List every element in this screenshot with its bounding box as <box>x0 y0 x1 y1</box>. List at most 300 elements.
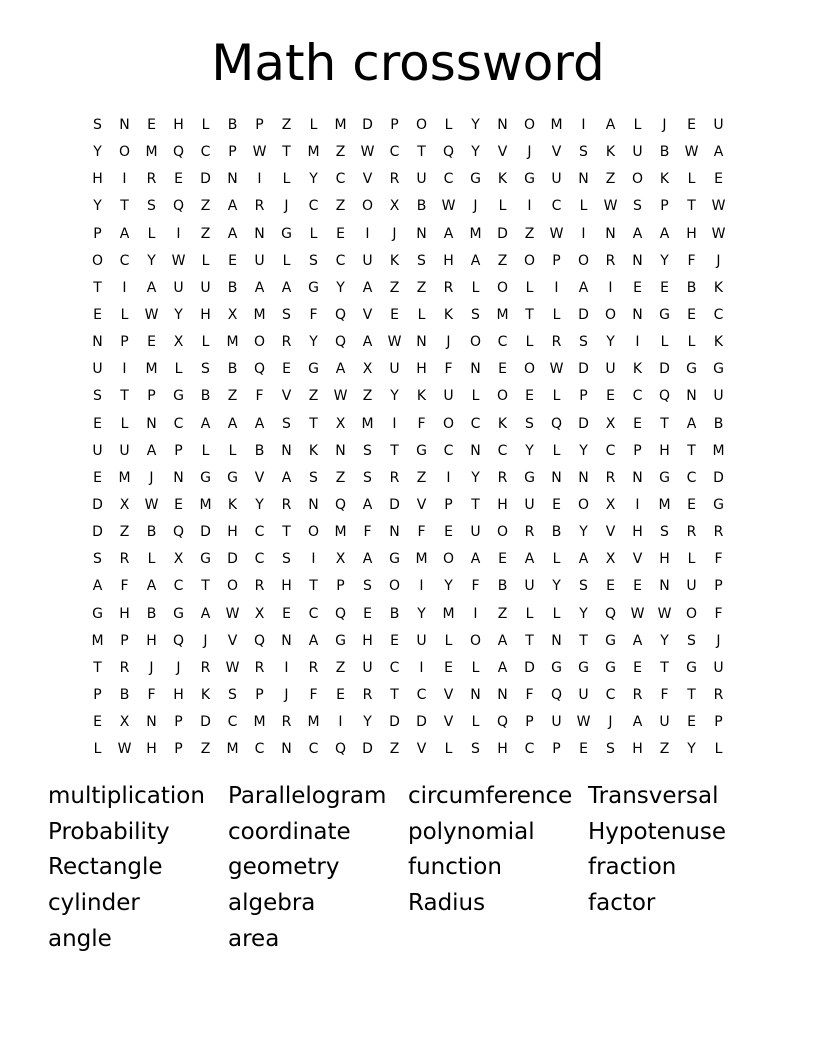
grid-letter: Y <box>309 171 318 188</box>
grid-letter: W <box>630 605 645 622</box>
grid-letter: L <box>552 442 561 459</box>
grid-letter: T <box>282 144 291 161</box>
grid-letter: Z <box>200 225 211 242</box>
grid-letter: Q <box>253 632 266 649</box>
grid-letter: I <box>473 605 478 622</box>
grid-letter: V <box>416 496 427 513</box>
grid-letter: G <box>173 388 184 405</box>
grid-letter: M <box>226 741 239 758</box>
grid-letter: U <box>551 714 562 731</box>
grid-letter: N <box>497 117 508 133</box>
grid-letter: F <box>714 605 723 622</box>
grid-letter: U <box>254 252 265 269</box>
grid-letter: C <box>173 578 184 595</box>
grid-row <box>84 357 732 384</box>
grid-letter: X <box>227 306 238 323</box>
grid-letter: B <box>551 524 562 541</box>
grid-letter: D <box>713 469 724 486</box>
grid-row <box>84 629 732 656</box>
grid-letter: U <box>92 361 103 378</box>
grid-row <box>84 330 732 357</box>
grid-letter: N <box>551 469 562 486</box>
grid-letter: R <box>308 659 319 676</box>
grid-letter: J <box>284 198 289 215</box>
grid-letter: W <box>387 334 402 351</box>
grid-letter: Q <box>172 144 185 161</box>
grid-letter: W <box>684 144 699 161</box>
grid-letter: G <box>605 659 616 676</box>
grid-letter: U <box>524 496 535 513</box>
grid-letter: Z <box>335 144 346 161</box>
grid-letter: W <box>549 225 564 242</box>
grid-letter: A <box>524 551 535 568</box>
grid-letter: F <box>660 686 669 703</box>
grid-letter: L <box>309 117 318 133</box>
grid-letter: O <box>496 524 509 541</box>
grid-letter: Y <box>579 442 588 459</box>
grid-letter: L <box>201 117 210 133</box>
grid-letter: K <box>605 144 616 161</box>
grid-letter: W <box>360 144 375 161</box>
grid-letter: Z <box>200 741 211 758</box>
grid-letter: A <box>470 551 481 568</box>
grid-letter: L <box>201 442 210 459</box>
grid-letter: W <box>171 252 186 269</box>
grid-letter: G <box>524 469 535 486</box>
grid-letter: T <box>417 144 426 161</box>
grid-letter: Y <box>579 605 588 622</box>
grid-letter: E <box>174 171 183 188</box>
grid-letter: E <box>633 279 642 296</box>
grid-letter: U <box>524 578 535 595</box>
grid-letter: T <box>579 632 588 649</box>
grid-letter: I <box>635 334 640 351</box>
grid-letter: L <box>633 117 642 133</box>
grid-letter: P <box>714 714 723 731</box>
grid-letter: M <box>226 334 239 351</box>
grid-letter: H <box>443 252 454 269</box>
grid-letter: T <box>201 578 210 595</box>
grid-letter: A <box>362 496 373 513</box>
grid-letter: A <box>200 415 211 432</box>
grid-row <box>84 656 732 683</box>
grid-letter: O <box>415 117 428 133</box>
grid-letter: U <box>713 117 724 133</box>
grid-letter: L <box>525 334 534 351</box>
grid-letter: I <box>122 171 127 188</box>
grid-letter: A <box>227 225 238 242</box>
word-bank-item: multiplication <box>48 783 205 809</box>
grid-letter: N <box>470 361 481 378</box>
grid-letter: G <box>335 632 346 649</box>
grid-letter: T <box>525 306 534 323</box>
grid-letter: V <box>254 469 265 486</box>
grid-row <box>84 276 732 303</box>
word-bank-item: angle <box>48 925 112 952</box>
grid-letter: E <box>282 361 291 378</box>
grid-letter: R <box>443 279 454 296</box>
grid-letter: Q <box>172 632 185 649</box>
grid-letter: O <box>307 524 320 541</box>
grid-row <box>84 439 732 466</box>
grid-letter: T <box>390 686 399 703</box>
word-bank-item: Radius <box>408 890 486 917</box>
grid-letter: G <box>713 361 724 378</box>
grid-letter: Y <box>147 252 156 269</box>
grid-letter: A <box>362 279 373 296</box>
grid-letter: F <box>417 415 426 432</box>
grid-letter: L <box>228 442 237 459</box>
grid-letter: T <box>93 659 102 676</box>
grid-letter: A <box>578 279 589 296</box>
page-title: Math crossword <box>211 34 605 92</box>
grid-letter: N <box>119 117 130 133</box>
grid-letter: Q <box>172 198 185 215</box>
grid-letter: N <box>335 442 346 459</box>
grid-letter: C <box>470 415 481 432</box>
grid-letter: J <box>284 686 289 703</box>
grid-letter: V <box>281 388 292 405</box>
grid-letter: D <box>524 659 535 676</box>
grid-letter: E <box>282 605 291 622</box>
word-bank-item: area <box>228 925 280 952</box>
grid-letter: H <box>659 442 670 459</box>
grid-letter: N <box>281 632 292 649</box>
grid-letter: C <box>632 388 643 405</box>
grid-letter: X <box>173 551 184 568</box>
grid-letter: C <box>227 714 238 731</box>
grid-letter: P <box>174 741 183 758</box>
grid-letter: A <box>605 117 616 133</box>
grid-letter: Y <box>471 117 480 133</box>
grid-letter: I <box>257 171 262 188</box>
grid-letter: R <box>254 198 265 215</box>
grid-letter: B <box>146 605 157 622</box>
grid-letter: K <box>659 171 670 188</box>
grid-letter: Y <box>417 605 426 622</box>
grid-letter: F <box>714 551 723 568</box>
grid-letter: N <box>470 686 481 703</box>
grid-row <box>84 683 732 710</box>
grid-letter: D <box>200 714 211 731</box>
grid-letter: W <box>144 496 159 513</box>
grid-letter: J <box>446 334 451 351</box>
grid-letter: I <box>365 225 370 242</box>
grid-letter: R <box>200 659 211 676</box>
grid-letter: U <box>605 361 616 378</box>
word-bank-item: Parallelogram <box>228 783 387 809</box>
grid-letter: F <box>309 686 318 703</box>
grid-letter: M <box>442 605 455 622</box>
grid-letter: O <box>226 578 239 595</box>
grid-letter: P <box>174 714 183 731</box>
grid-letter: B <box>254 442 265 459</box>
grid-letter: K <box>497 171 508 188</box>
grid-letter: L <box>120 306 129 323</box>
grid-letter: E <box>687 714 696 731</box>
grid-letter: U <box>578 686 589 703</box>
grid-letter: D <box>416 714 427 731</box>
grid-row <box>84 303 732 330</box>
grid-letter: Z <box>605 171 616 188</box>
grid-letter: A <box>362 334 373 351</box>
grid-letter: H <box>497 741 508 758</box>
grid-letter: C <box>416 686 427 703</box>
grid-letter: E <box>498 361 507 378</box>
grid-letter: Q <box>550 415 563 432</box>
grid-letter: N <box>470 442 481 459</box>
grid-letter: S <box>282 306 291 323</box>
grid-letter: Q <box>334 605 347 622</box>
grid-letter: M <box>91 632 104 649</box>
grid-letter: F <box>417 524 426 541</box>
grid-letter: A <box>659 225 670 242</box>
grid-letter: O <box>253 334 266 351</box>
grid-letter: Z <box>335 469 346 486</box>
grid-letter: N <box>686 388 697 405</box>
grid-letter: G <box>200 551 211 568</box>
grid-letter: T <box>390 442 399 459</box>
grid-letter: O <box>442 551 455 568</box>
grid-letter: F <box>309 306 318 323</box>
grid-letter: L <box>147 225 156 242</box>
grid-letter: Z <box>335 198 346 215</box>
grid-letter: I <box>176 225 181 242</box>
grid-letter: X <box>254 605 265 622</box>
grid-letter: L <box>471 659 480 676</box>
grid-letter: N <box>578 171 589 188</box>
grid-letter: C <box>119 252 130 269</box>
grid-letter: S <box>606 741 615 758</box>
grid-letter: Z <box>362 388 373 405</box>
grid-letter: A <box>200 605 211 622</box>
grid-letter: H <box>200 306 211 323</box>
grid-letter: W <box>441 198 456 215</box>
grid-letter: E <box>687 117 696 133</box>
grid-letter: R <box>119 551 130 568</box>
grid-letter: Y <box>93 144 102 161</box>
grid-letter: J <box>716 252 721 269</box>
grid-letter: G <box>200 469 211 486</box>
grid-letter: R <box>632 686 643 703</box>
grid-letter: D <box>389 714 400 731</box>
grid-letter: A <box>308 632 319 649</box>
grid-letter: S <box>363 469 372 486</box>
grid-letter: V <box>362 306 373 323</box>
grid-letter: K <box>416 388 427 405</box>
grid-letter: S <box>201 361 210 378</box>
grid-letter: L <box>147 551 156 568</box>
grid-letter: I <box>284 659 289 676</box>
grid-letter: G <box>92 605 103 622</box>
word-bank-item: circumference <box>408 783 573 809</box>
grid-letter: H <box>362 632 373 649</box>
grid-letter: G <box>686 361 697 378</box>
grid-letter: P <box>174 442 183 459</box>
grid-letter: D <box>389 496 400 513</box>
grid-letter: R <box>686 524 697 541</box>
grid-letter: X <box>605 415 616 432</box>
grid-letter: Y <box>552 578 561 595</box>
grid-letter: U <box>362 659 373 676</box>
grid-letter: X <box>119 714 130 731</box>
grid-letter: R <box>281 496 292 513</box>
grid-letter: U <box>119 442 130 459</box>
grid-letter: O <box>91 252 104 269</box>
grid-letter: A <box>281 279 292 296</box>
grid-letter: B <box>227 361 238 378</box>
grid-letter: A <box>362 551 373 568</box>
grid-letter: I <box>527 198 532 215</box>
word-bank <box>48 779 768 957</box>
grid-letter: R <box>146 171 157 188</box>
grid-letter: L <box>525 605 534 622</box>
grid-letter: T <box>120 388 129 405</box>
grid-letter: P <box>444 496 453 513</box>
grid-letter: G <box>686 659 697 676</box>
grid-letter: Y <box>336 279 345 296</box>
grid-row <box>84 249 732 276</box>
grid-letter: E <box>660 279 669 296</box>
grid-letter: U <box>686 578 697 595</box>
grid-letter: W <box>657 605 672 622</box>
grid-letter: Y <box>174 306 183 323</box>
grid-letter: W <box>549 361 564 378</box>
grid-letter: Z <box>389 741 400 758</box>
grid-letter: X <box>335 551 346 568</box>
grid-letter: M <box>496 306 509 323</box>
grid-letter: E <box>633 659 642 676</box>
grid-letter: V <box>605 524 616 541</box>
grid-letter: G <box>227 469 238 486</box>
grid-letter: L <box>282 252 291 269</box>
grid-letter: X <box>389 198 400 215</box>
grid-letter: C <box>497 442 508 459</box>
grid-row <box>84 574 732 601</box>
grid-letter: D <box>92 496 103 513</box>
grid-letter: A <box>254 279 265 296</box>
grid-letter: E <box>93 415 102 432</box>
grid-letter: M <box>469 225 482 242</box>
grid-letter: M <box>307 714 320 731</box>
grid-letter: R <box>551 334 562 351</box>
grid-letter: C <box>308 741 319 758</box>
grid-letter: I <box>338 714 343 731</box>
grid-letter: O <box>469 632 482 649</box>
grid-letter: C <box>335 252 346 269</box>
grid-letter: U <box>470 524 481 541</box>
grid-letter: O <box>118 144 131 161</box>
grid-letter: V <box>227 632 238 649</box>
grid-row <box>84 466 732 493</box>
grid-letter: S <box>471 741 480 758</box>
grid-letter: O <box>496 388 509 405</box>
grid-letter: O <box>361 198 374 215</box>
grid-letter: L <box>660 334 669 351</box>
grid-letter: X <box>173 334 184 351</box>
grid-letter: P <box>255 117 264 133</box>
grid-letter: E <box>552 496 561 513</box>
grid-letter: S <box>633 198 642 215</box>
grid-letter: A <box>146 578 157 595</box>
word-bank-item: factor <box>588 890 656 917</box>
grid-letter: M <box>361 415 374 432</box>
grid-letter: Y <box>660 632 669 649</box>
grid-row <box>84 493 732 520</box>
grid-letter: G <box>173 605 184 622</box>
grid-letter: B <box>200 388 211 405</box>
grid-letter: S <box>525 415 534 432</box>
grid-letter: L <box>444 117 453 133</box>
grid-letter: E <box>93 469 102 486</box>
grid-letter: S <box>579 578 588 595</box>
grid-letter: H <box>173 117 184 133</box>
grid-letter: W <box>711 225 726 242</box>
word-bank-item: algebra <box>228 890 316 917</box>
grid-letter: S <box>228 686 237 703</box>
grid-letter: Z <box>335 659 346 676</box>
grid-letter: U <box>416 171 427 188</box>
grid-letter: P <box>714 578 723 595</box>
grid-letter: U <box>713 659 724 676</box>
word-bank-item: cylinder <box>48 890 140 917</box>
grid-letter: M <box>658 496 671 513</box>
grid-letter: K <box>632 361 643 378</box>
grid-letter: G <box>281 225 292 242</box>
grid-letter: Z <box>281 117 292 133</box>
grid-letter: C <box>308 605 319 622</box>
word-bank-item: polynomial <box>408 818 535 845</box>
grid-row <box>84 194 732 221</box>
grid-letter: T <box>687 442 696 459</box>
grid-letter: W <box>576 714 591 731</box>
grid-letter: D <box>362 117 373 133</box>
grid-letter: Z <box>200 198 211 215</box>
grid-letter: H <box>119 605 130 622</box>
grid-letter: E <box>93 714 102 731</box>
grid-letter: O <box>577 252 590 269</box>
grid-letter: A <box>632 225 643 242</box>
grid-letter: I <box>446 469 451 486</box>
grid-letter: N <box>416 225 427 242</box>
grid-letter: T <box>282 524 291 541</box>
grid-row <box>84 602 732 629</box>
grid-letter: U <box>92 442 103 459</box>
grid-letter: E <box>174 496 183 513</box>
grid-letter: Y <box>255 496 264 513</box>
grid-letter: Y <box>309 334 318 351</box>
grid-letter: I <box>419 659 424 676</box>
grid-row <box>84 547 732 574</box>
grid-letter: F <box>255 388 264 405</box>
grid-letter: Q <box>550 686 563 703</box>
grid-letter: Q <box>658 388 671 405</box>
grid-letter: P <box>120 334 129 351</box>
grid-letter: Q <box>253 361 266 378</box>
grid-letter: B <box>227 117 238 133</box>
grid-letter: V <box>551 144 562 161</box>
grid-letter: D <box>578 361 589 378</box>
grid-letter: C <box>524 741 535 758</box>
grid-letter: L <box>552 388 561 405</box>
grid-letter: E <box>687 306 696 323</box>
grid-letter: Y <box>687 741 696 758</box>
grid-letter: N <box>497 686 508 703</box>
grid-letter: E <box>714 171 723 188</box>
grid-letter: Z <box>416 469 427 486</box>
grid-letter: D <box>362 741 373 758</box>
grid-letter: Y <box>444 578 453 595</box>
